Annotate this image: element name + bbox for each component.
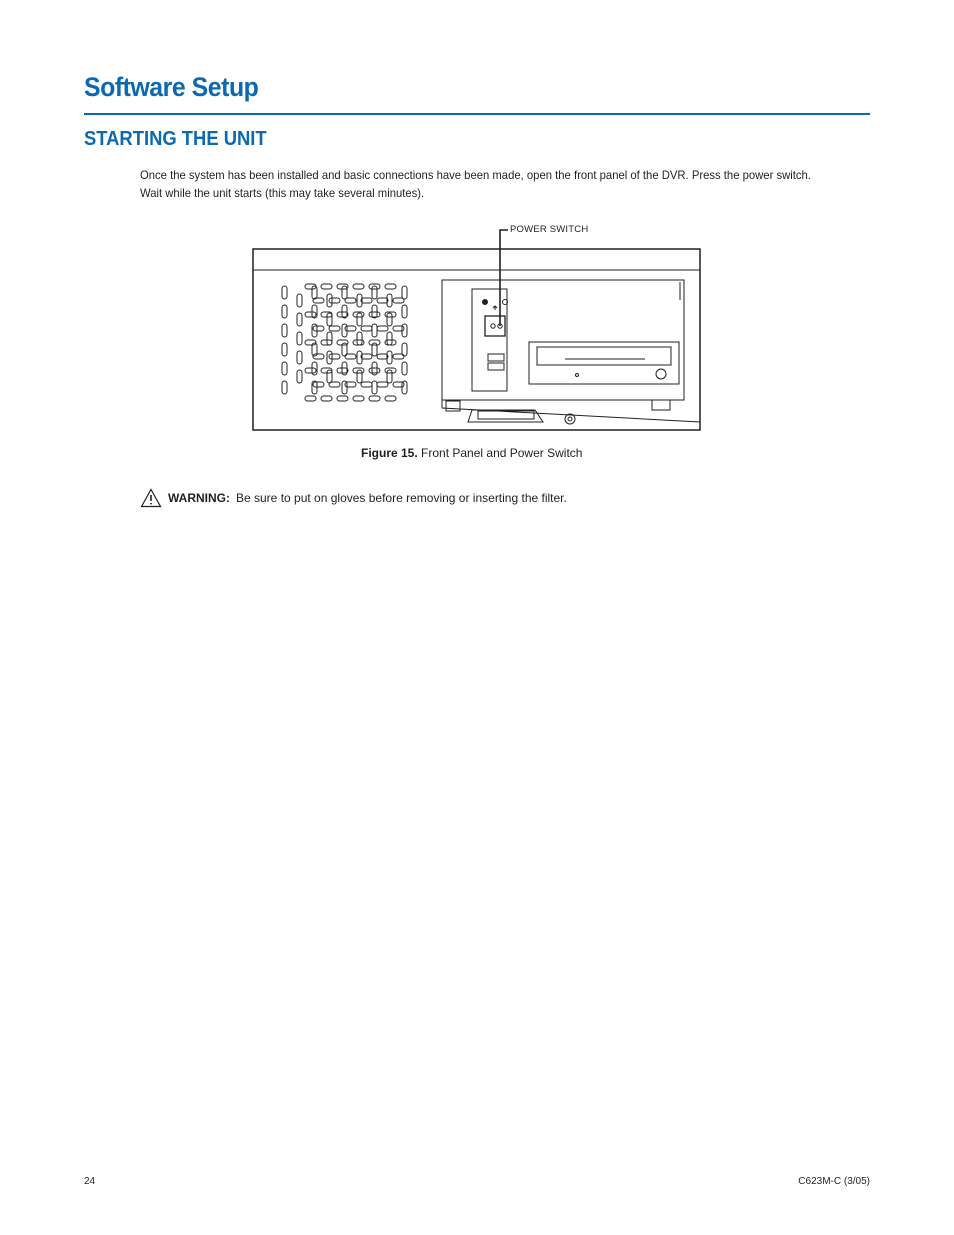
vent-grille: [282, 284, 407, 401]
dvr-front-panel-drawing: [250, 218, 704, 436]
title-rule: [84, 113, 870, 115]
page-title: Software Setup: [84, 72, 259, 102]
doc-code: C623M-C (3/05): [798, 1176, 870, 1187]
figure-caption-text: Front Panel and Power Switch: [421, 446, 583, 460]
warning-triangle-icon: [140, 488, 162, 508]
warning-text: Be sure to put on gloves before removing or inserting the filter.: [236, 491, 567, 505]
figure-number: Figure 15.: [361, 446, 418, 460]
warning-label: WARNING:: [168, 491, 230, 505]
section-heading: STARTING THE UNIT: [84, 128, 267, 150]
warning-note: [140, 488, 567, 508]
front-panel-figure: [250, 218, 704, 436]
power-switch-callout: POWER SWITCH: [510, 224, 589, 235]
figure-caption: [361, 446, 582, 460]
body-paragraph: Once the system has been installed and basic connections have been made, open the front panel of the DVR. Press the power switch. Wait while the unit starts (this may take several minutes).: [140, 168, 811, 200]
page-number: 24: [84, 1176, 96, 1187]
